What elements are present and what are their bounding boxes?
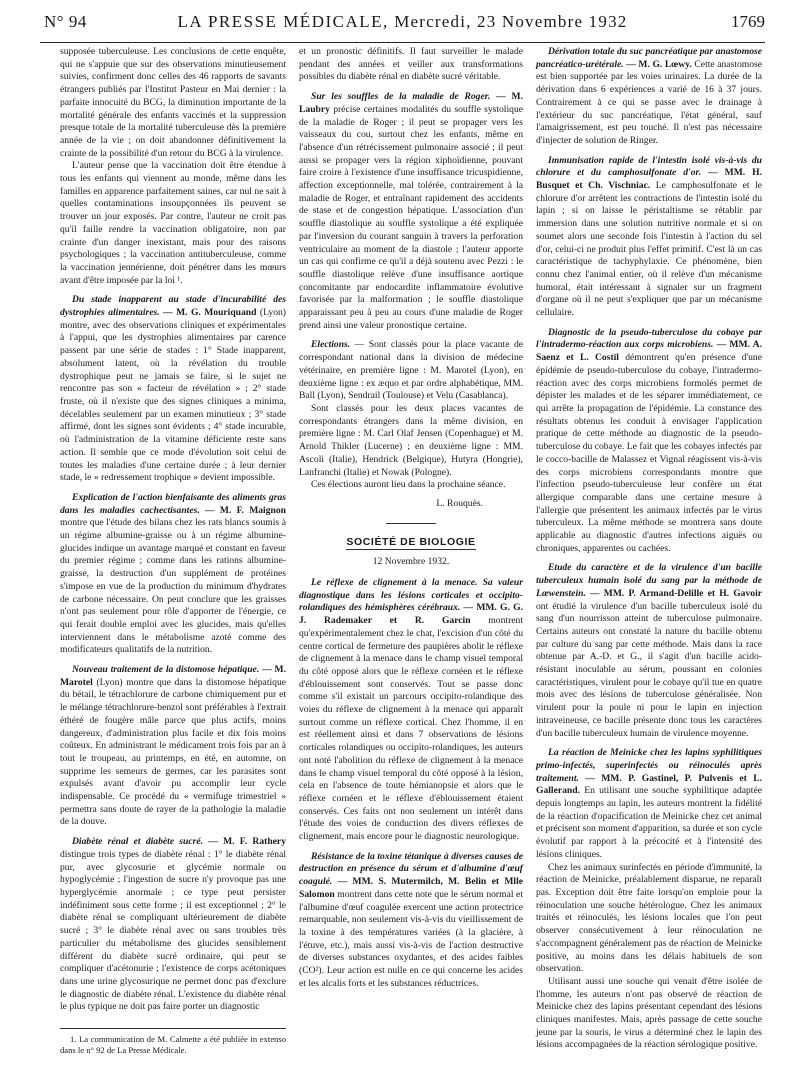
article-gastinel — [536, 747, 762, 861]
article-title: Dérivation totale du suc pancréatique par anastomose pancréatico-urétérale. — [536, 46, 762, 70]
issue-date: Mercredi, 23 Novembre 1932 — [394, 12, 628, 31]
article-rathery — [60, 836, 286, 1014]
footnote — [60, 1028, 286, 1056]
article-mutermilch — [299, 851, 523, 991]
article-author: — MM. P. Gastinel, P. Pulvenis et L. Gallerand. — [536, 772, 762, 797]
paragraph: supposée tuberculeuse. Les conclusions de cette enquête, qui ne s'appuie que sur des observations minutieusement suivies, confirment donc celles des 46 rapports de savants étrangers publiés par l'Institut Pasteur en Mai dernier : la parfaite innocuité du BCG, la diminution importante de la mortalité générale des enfants vaccinés et la suppression presque totale de la mortalité tuberculeuse dès la première année de la vie ; on doit abandonner définitivement la crainte de la possibilité d'un retour du BCG à la virulence. — [60, 46, 286, 159]
article-maignon — [60, 492, 286, 657]
article-title: Nouveau traitement de la distomose hépatique. — [72, 664, 260, 676]
article-author: — MM. H. Busquet et Ch. Vischniac. — [536, 167, 762, 192]
article-body: distingue trois types de diabète rénal : 1° le diabète rénal pur, avec glycosurie et glycémie normale ou hypoglycémie ; l'ingestion de sucre n'y provoque pas une hyperglycémie anormale ; ce type peut persister indéfiniment sous cette forme ; il est exceptionnel ; 2° le diabète rénal se compliquant ultérieurement de diabète sucré ; 3° le diabète rénal avec ou sans troubles très particulier du métabolisme des glucides sensiblement différent du diabète sucré ordinaire, qui peut se compliquer d'acétonurie ; l'existence de corps acétoniques dans une urine glycosurique ne permet donc pas d'exclure le diagnostic de diabète rénal. L'existence du diabète rénal le plus typique ne doit pas faire porter un diagnostic — [60, 848, 286, 1013]
article-author: — MM. A. Saenz et L. Costil — [536, 339, 762, 364]
article-title: Sur les souffles de la maladie de Roger. — [311, 91, 491, 103]
article-title: Immunisation rapide de l'intestin isolé vis-à-vis du chlorure et du camphosulfonate d'or. — [536, 154, 762, 179]
article-title: Résistance de la toxine tétanique à diverses causes de destruction en présence du sérum et d'albumine d'œuf coagulé. — [299, 850, 523, 888]
article-author: — MM. S. Mutermilch, M. Belin et Mlle Salomon — [299, 876, 523, 900]
paragraph: Utilisant aussi une souche qui venait d'être isolée de l'homme, les auteurs n'ont pas observé de réaction de Meinicke chez des lapins présentant cependant des lésions cliniques manifestes. Mais, après passage de cette souche jeune par la souris, le virus a déterminé chez le lapin des lésions accompagnées de la réaction sérologique positive. — [536, 975, 762, 1051]
issue-number: N° 94 — [44, 12, 87, 31]
article-body: En utilisant une souche syphilitique adaptée depuis longtemps au lapin, les auteurs montrent la fidélité de la réaction d'opacification de Meinicke chez cet animal et précisent son moment d'apparition, sa durée et son cycle évolutif par rapport à la précocité et à l'intensité des lésions cliniques. — [536, 785, 762, 860]
article-title: Diabète rénal et diabète sucré. — [72, 836, 204, 848]
article-author: — M. F. Rathery — [203, 836, 286, 848]
article-busquet — [536, 155, 762, 320]
journal-name: LA PRESSE MÉDICALE, — [177, 12, 389, 31]
article-title: Explication de l'action bienfaisante des aliments gras dans les maladies cachectisantes. — [60, 491, 286, 516]
column-middle — [299, 46, 523, 991]
article-author: — M. Laubry — [299, 91, 523, 115]
article-body: (Lyon) montre, avec des observations cliniques et expérimentales à l'appui, que les dystrophies alimentaires par carence passent par une série de stades : 1° Stade inapparent, absolument latent, où la révélation du trouble dystrophique peut ne jamais se faire, si le sujet ne rencontre pas son « facteur de révélation » ; 2° stade fruste, où il n'existe que des signes cliniques a minima, décelables seulement par un examen minutieux ; 3° stade affirmé, dont les signes sont évidents ; 4° stade incurable, où l'administration de la vitamine déficiente reste sans action. Il semble que ce mode d'évolution soit celui de toutes les maladies d'une certaine durée ; à leur dernier stade, le « redressement trophique » devient impossible. — [60, 307, 286, 484]
article-body: (Lyon) montre que dans la distomose hépatique du bétail, le tétrachlorure de carbone chimiquement pur et le mélange tétrachlorure-benzol sont préférables à l'extrait éthéré de fougère mâle parce que plus actifs, moins dangereux, d'administration plus facile et dix fois moins coûteux. En administrant le médicament trois fois par an à tout le troupeau, au printemps, en été, en automne, on supprime les semeurs de germes, car les parasites sont expulsés avant d'avoir pu accomplir leur cycle indispensable. Ce procédé du « vermifuge trimestriel » permettra sans doute de rayer de la pathologie la maladie de la douve. — [60, 676, 286, 828]
article-mouriquand — [60, 294, 286, 485]
column-right — [536, 46, 762, 1052]
article-body: Le camphosulfonate et le chlorure d'or arrêtent les contractions de l'intestin isolé du lapin ; si on laisse le péristaltisme se rétablir par immersion dans une solution nutritive normale et si on soumet alors une seconde fois l'intestin à l'action du sel d'or, celui-ci ne produit plus l'effet primitif. C'est là un cas caractéristique de tachyphylaxie. Ce phénomène, bien connu chez l'animal entier, où il relève d'un mécanisme humoral, était intéressant à signaler sur un fragment d'organe où il ne peut s'expliquer que par un mécanisme cellulaire. — [536, 180, 762, 319]
footnote-text: 1. La communication de M. Calmette a été publiée in extenso dans le n° 92 de La Presse Médicale. — [60, 1034, 286, 1056]
paragraph: Chez les animaux surinfectés en période d'immunité, la réaction de Meinicke, préalablement disparue, ne reparaît pas. Exception doit être faite lorsqu'on emploie pour la réinoculation une souche hétérologue. Chez les animaux traités et réinoculés, les lésions locales que l'on peut observer consécutivement à leur réinoculation ne s'accompagnent généralement pas de réaction de Meinicke positive, au moins dans les délais habituels de son observation. — [536, 861, 762, 975]
article-body: précise certaines modalités du souffle systolique de la maladie de Roger ; il peut se propager vers les vaisseaux du cou, surtout chez les enfants, même en l'absence d'un rétrécissement pulmonaire associé ; il peut aussi se propager vers la région xiphoïdienne, pouvant faire croire à l'existence d'une insuffisance tricuspidienne, affection exceptionnelle, mal tolérée, contrairement à la maladie de Roger, et entraînant rapidement des accidents de stase et de congestion hépatique. L'association d'un souffle diastolique au souffle systolique a été expliquée par l'inversion du courant sanguin à travers la perforation ventriculaire au moment de la diastole ; l'auteur apporte un cas qui confirme ce qu'il a déjà soutenu avec Pezzi : le souffle diastolique relève d'une insuffisance aortique concomitante par endocardite inflammatoire évolutive favorisée par la malformation ; le souffle diastolique apparaissant peu à peu au cours d'une maladie de Roger prend ainsi une valeur pronostique certaine. — [299, 103, 523, 331]
article-title: Le réflexe de clignement à la menace. Sa valeur diagnostique dans les lésions corticales et occipito-rolandiques des hémisphères cérébraux. — [299, 577, 523, 614]
column-left — [60, 46, 286, 1056]
session-date: 12 Novembre 1932. — [372, 556, 450, 568]
article-title: Etude du caractère et de la virulence d'un bacille tuberculeux humain isolé du sang par la méthode de Lœwenstein. — [536, 562, 762, 599]
article-body: montrent qu'expérimentalement chez le chat, l'excision d'un côté du centre cortical de fermeture des paupières abolit le réflexe de clignement à la menace dans le champ visuel temporal du côté opposé alors que le réflexe cornéen et le réflexe d'éblouissement sont conservés. Tout se passe donc comme s'il existait un parcours occipito-rolandique des voies du réflexe de clignement à la menace qui apparaît surtout comme un réflexe cortical. Chez l'homme, il en est réellement ainsi et dans 7 observations de lésions corticales rolandiques ou occipito-rolandiques, les auteurs ont noté l'abolition du réflexe de clignement à la menace dans le champ visuel temporal du côté opposé à la lésion, cela en l'absence de toute hémianopsie et alors que le réflexe cornéen et le réflexe d'éblouissement étaient conservés. Ces faits ont non seulement un intérêt dans l'étude des voies de conduction des divers réflexes de clignement, mais encore pour le diagnostic neurologique. — [299, 615, 523, 843]
article-title: Du stade inapparent au stade d'incurabilité des dystrophies alimentaires. — [60, 294, 286, 319]
article-author: — M. Marotel — [60, 664, 286, 688]
paragraph: L'auteur pense que la vaccination doit être étendue à tous les enfants qui viennent au monde, même dans les familles en apparence parfaitement saines, car nul ne sait à quelles contaminations insoupçonnées ils peuvent se trouver un jour exposés. Par contre, l'auteur ne croit pas qu'il faille rendre la vaccination obligatoire, non par crainte d'un danger inexistant, mais pour des raisons psychologiques ; la vaccination antituberculeuse, comme la vaccination jennérienne, doit pénétrer dans les mœurs avant d'être imposée par la loi ¹. — [60, 160, 286, 286]
article-laubry — [299, 91, 523, 332]
article-author: — MM. P. Armand-Delille et H. Gavoir — [585, 587, 762, 599]
article-body: Cette anastomose est bien supportée par les voies urinaires. La durée de la dérivation dans 6 expériences a varié de 16 à 37 jours. Contrairement à ce qui se passe avec le drainage à l'extérieur du suc pancréatique, l'état général, sauf l'amaigrissement, est peu touché. Il n'est pas nécessaire d'injecter de solution de Ringer. — [536, 58, 762, 146]
article-author: — M. G. Lœwy. — [623, 58, 692, 70]
signature: L. Rouquès. — [436, 497, 483, 509]
page-header — [40, 12, 765, 43]
article-author: — MM. G. G. J. Rademaker et R. Garcin — [299, 602, 523, 627]
page-number: 1769 — [731, 12, 765, 31]
article-body: montre que l'étude des bilans chez les rats blancs soumis à un régime albumine-graisse ou à un régime albumine-glucides indique un avantage marqué et constant en faveur du premier régime ; comme dans les rations albumine-graisse, la destruction d'un supplément de protéines s'impose en vue de la production du minimum d'hydrates de carbone nécessaire. On peut conclure que les graisses n'ont pas seulement pour rôle d'apporter de l'énergie, ce qui ferait double emploi avec les glucides, mais qu'elles interviennent dans le métabolisme azoté comme des modificateurs qualitatifs de la nutrition. — [60, 517, 286, 656]
journal-title-line — [40, 12, 765, 32]
article-body: — Sont classés pour la place vacante de correspondant national dans la division de médecine vétérinaire, en première ligne : M. Marotel (Lyon), en deuxième ligne : ex æquo et par ordre alphabétique, MM. Ball (Lyon), Sendrail (Toulouse) et Velu (Casablanca). — [299, 339, 523, 402]
article-title: La réaction de Meinicke chez les lapins syphilitiques primo-infectés, superinfectés ou réinoculés après traitement. — [536, 747, 762, 784]
article-author: — M. G. Mouriquand — [159, 307, 257, 319]
society-heading: SOCIÉTÉ DE BIOLOGIE — [346, 536, 475, 551]
article-loewy — [536, 46, 762, 148]
paragraph: Sont classés pour les deux places vacantes de correspondants étrangers dans la même division, en première ligne : M. Carl Olaf Jensen (Copenhague) et M. Arnold Thikler (Lucerne) ; en deuxième ligne : MM. Ascoli (Italie), Hendrick (Belgique), Hutyra (Hongrie), Lanfranchi (Italie) et Nowak (Pologne). — [299, 402, 523, 478]
article-body: montrent dans cette note que le sérum normal et l'albumine d'œuf coagulée exercent une action protectrice remarquable, non seulement vis-à-vis du vieillissement de la toxine à des températures variées (à la glacière, à l'étuve, etc.), mais aussi vis-à-vis de l'action destructive de diverses substances oxydantes, et des acides faibles (CO²). Leur action est nulle en ce qui concerne les acides et les alcalis forts et les substances réductrices. — [299, 888, 523, 989]
article-marotel — [60, 664, 286, 829]
article-body: ont étudié la virulence d'un bacille tuberculeux isolé du sang d'un nourrisson atteint de tuberculose pulmonaire. Certains auteurs ont constaté la nature du bacille obtenu par culture du sang par cette méthode. Mais dans la race obtenue par A.-D. et G., il s'agit d'un bacille acido-résistant inoculable au sérum, poussant en colonies caractéristiques, virulent pour le cobaye qu'il tue en quatre mois avec des lésions de tuberculose généralisée. Non virulent pour la poule ni pour le lapin en injection intraveineuse, ce bacille présente donc tous les caractères d'un bacille tuberculeux humain de virulence moyenne. — [536, 600, 762, 739]
article-saenz — [536, 327, 762, 556]
article-elections — [299, 339, 523, 403]
society-heading-wrap — [299, 536, 523, 551]
paragraph: et un pronostic définitifs. Il faut surveiller le malade pendant des années et veiller aux transformations possibles du diabète rénal en diabète sucré véritable. — [299, 46, 523, 83]
divider — [386, 523, 436, 524]
article-armand-delille — [536, 562, 762, 740]
article-title: Elections. — [311, 339, 351, 351]
article-rademaker — [299, 577, 523, 844]
article-author: — M. F. Maignon — [199, 504, 286, 516]
article-title: Diagnostic de la pseudo-tuberculose du cobaye par l'intradermo-réaction aux corps microbiens. — [536, 326, 762, 351]
paragraph: Ces élections auront lieu dans la prochaine séance. — [311, 479, 506, 491]
article-body: démontrent qu'en présence d'une épidémie de pseudo-tuberculose du cobaye, l'intradermo-réaction avec des corps microbiens formolés permet de dépister les malades et de les séparer immédiatement, ce qui arrête la propagation de l'épidémie. La constance des résultats obtenus les conduit à envisager l'application pratique de cette méthode au diagnostic de la pseudo-tuberculose du cobaye. Le fait que les cobayes infectés par le cocco-bacille de Malassez et Vignal réagissent vis-à-vis des corps microbiens correspondants montre que l'infection pseudo-tuberculeuse leur confère un état allergique comparable dans une certaine mesure à l'allergie que présentent les animaux infectés par le virus tuberculeux. La même méthode se montrera sans doute applicable au diagnostic d'autres infections aiguës ou chroniques, apparentes ou cachées. — [536, 352, 762, 554]
